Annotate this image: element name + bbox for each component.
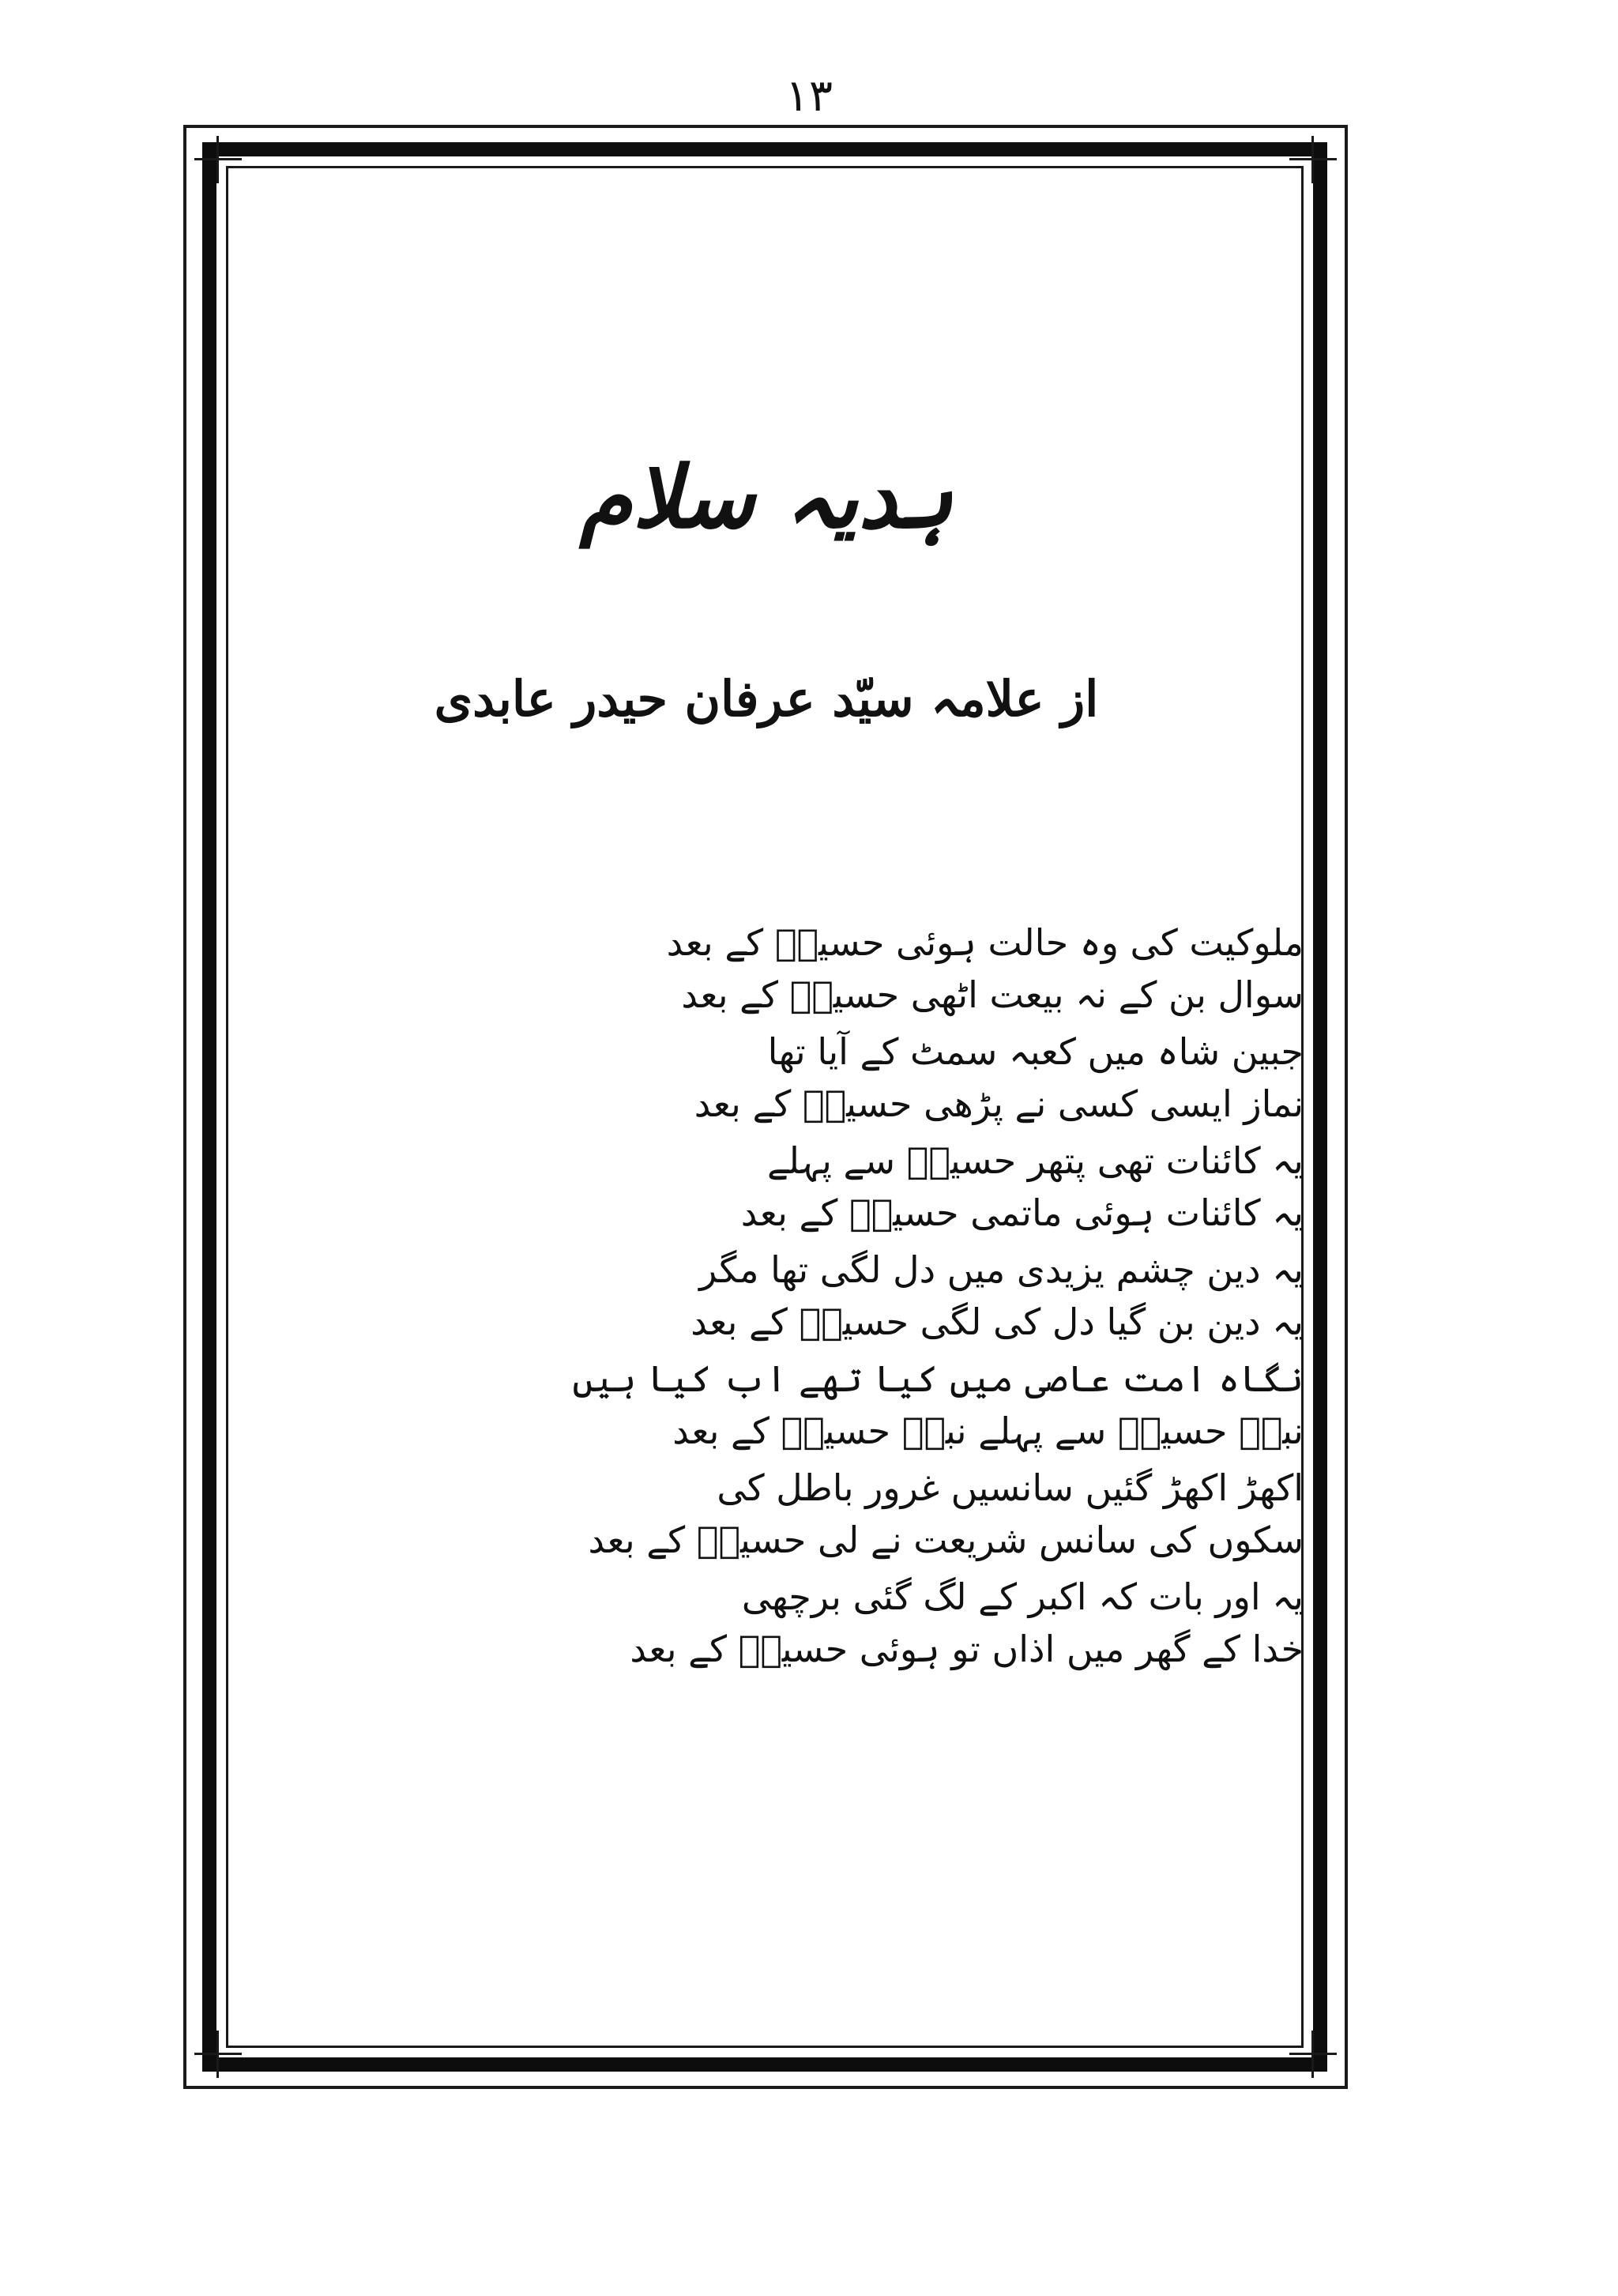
verse-line: یہ دین چشم یزیدی میں دل لگی تھا مگر [699,1248,1304,1291]
corner-ornament-top-right [1289,136,1337,183]
verse-line: سوال بن کے نہ بیعت اٹھی حسینؑ کے بعد [681,973,1304,1016]
couplet [237,917,1304,1021]
verse-line: خدا کے گھر میں اذاں تو ہوئی حسینؑ کے بعد [630,1628,1304,1670]
verse-line: جبین شاہ میں کعبہ سمٹ کے آیا تھا [767,1030,1304,1073]
couplet [237,1353,1304,1457]
couplet [237,1135,1304,1239]
corner-ornament-bottom-left [194,2031,242,2078]
page-title: ہدیہ سلام [579,448,954,548]
verse-line: سکوں کی سانس شریعت نے لی حسینؑ کے بعد [588,1519,1304,1561]
verse-line: نبیؐ حسینؑ سے پہلے نبیؐ حسینؑ کے بعد [672,1410,1304,1452]
corner-ornament-bottom-right [1289,2031,1337,2078]
couplet [237,1244,1304,1348]
couplet [237,1571,1304,1675]
verse-line: اکھڑ اکھڑ گئیں سانسیں غرور باطل کی [717,1466,1304,1509]
author-credit: از علامہ سیّد عرفان حیدر عابدی [434,670,1099,728]
couplet [237,1462,1304,1566]
poem [237,917,1304,1680]
verse-line: یہ کائنات ہوئی ماتمی حسینؑ کے بعد [740,1191,1304,1234]
verse-line: ملوکیت کی وہ حالت ہوئی حسینؑ کے بعد [666,921,1304,964]
verse-line: یہ دین بن گیا دل کی لگی حسینؑ کے بعد [690,1300,1304,1343]
verse-line: یہ کائنات تھی پتھر حسینؑ سے پہلے [766,1139,1304,1182]
verse-line: یہ اور بات کہ اکبر کے لگ گئی برچھی [741,1575,1304,1618]
verse-line: نگاہ امت عاصی میں کیا تھے اب کیا ہیں [572,1357,1304,1400]
corner-ornament-top-left [194,136,242,183]
verse-line: نماز ایسی کسی نے پڑھی حسینؑ کے بعد [694,1082,1304,1125]
couplet [237,1026,1304,1130]
page-number: ۱۳ [785,70,833,122]
